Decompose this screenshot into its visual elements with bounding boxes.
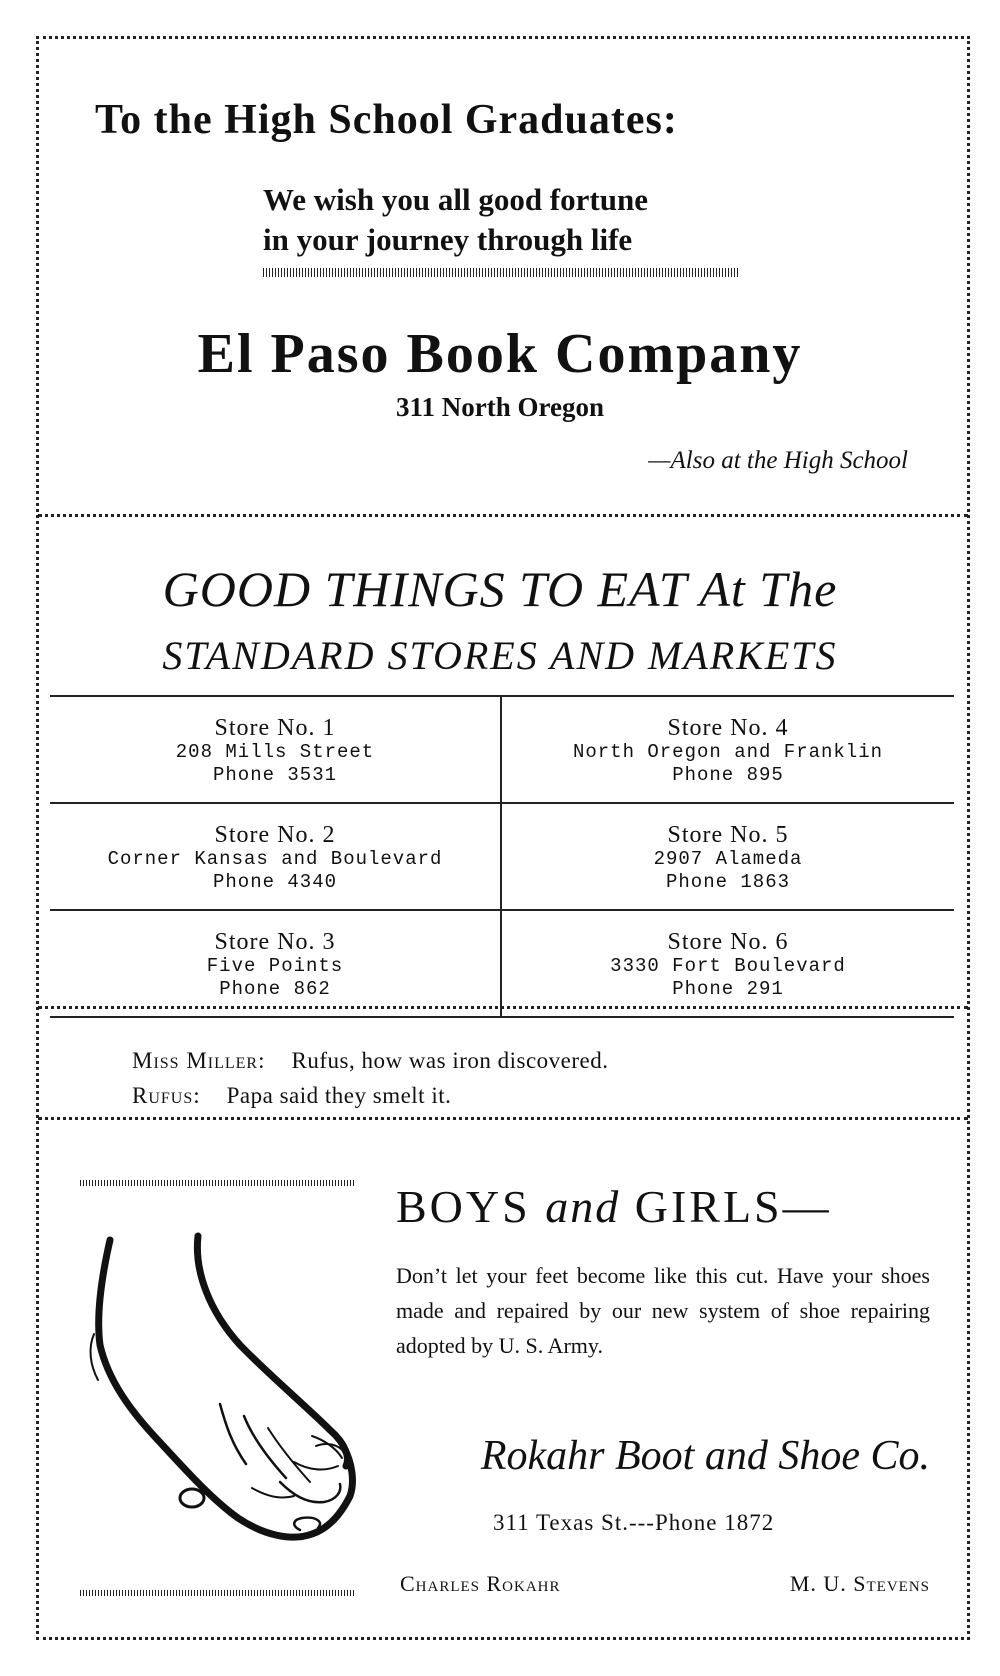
boys-and-girls-headline [396, 1180, 832, 1233]
store-cell [502, 804, 954, 909]
store-phone: Phone 1863 [665, 871, 791, 893]
proprietor-1: Charles Rokahr [400, 1571, 561, 1596]
store-table [50, 695, 954, 1018]
store-cell [50, 697, 502, 802]
foot-illustration [80, 1230, 380, 1550]
joke-text: Papa said they smelt it. [226, 1083, 452, 1108]
headline-and: and [545, 1181, 621, 1232]
also-at-high-school: —Also at the High School [648, 447, 908, 474]
shoe-company-address: 311 Texas St.---Phone 1872 [493, 1510, 775, 1535]
book-company-address: 311 North Oregon [396, 392, 604, 422]
joke-line-2 [132, 1083, 451, 1109]
store-name: Store No. 6 [667, 929, 789, 955]
wish-text [263, 180, 648, 260]
joke-speaker: Miss Miller: [132, 1048, 266, 1073]
store-address: North Oregon and Franklin [572, 741, 884, 763]
headline-girls: GIRLS— [634, 1181, 832, 1232]
store-cell [50, 911, 502, 1016]
store-row [50, 697, 954, 804]
proprietor-2: M. U. Stevens [789, 1571, 930, 1596]
store-address: 208 Mills Street [175, 741, 375, 763]
store-phone: Phone 4340 [212, 871, 338, 893]
store-address: 2907 Alameda [653, 848, 803, 870]
wish-line-1: We wish you all good fortune [263, 182, 648, 217]
hatch-rule-bottom [80, 1590, 356, 1596]
shoe-company-name: Rokahr Boot and Shoe Co. [480, 1433, 930, 1479]
hatch-rule-top [80, 1180, 356, 1186]
joke-line-1 [132, 1048, 609, 1074]
ornamental-rule [263, 268, 738, 277]
store-address: Five Points [206, 955, 344, 977]
shoe-repair-copy: Don’t let your feet become like this cut. Have your shoes made and repaired by our new system of shoe repairing adopted by U. S. Army. [396, 1263, 930, 1358]
store-address: Corner Kansas and Boulevard [107, 848, 443, 870]
book-company-name: El Paso Book Company [197, 323, 803, 385]
store-cell [50, 804, 502, 909]
joke-text: Rufus, how was iron discovered. [291, 1048, 609, 1073]
section-divider [38, 514, 968, 517]
graduates-heading: To the High School Graduates: [95, 97, 678, 143]
store-row [50, 804, 954, 911]
store-phone: Phone 895 [672, 764, 784, 786]
store-cell [502, 911, 954, 1016]
store-phone: Phone 3531 [212, 764, 338, 786]
store-name: Store No. 2 [214, 822, 336, 848]
section-divider [38, 1117, 968, 1120]
standard-stores-headline-1: GOOD THINGS TO EAT At The [162, 561, 838, 617]
standard-stores-headline-2: STANDARD STORES AND MARKETS [162, 633, 838, 678]
store-name: Store No. 5 [667, 822, 789, 848]
store-name: Store No. 4 [667, 715, 789, 741]
headline-boys: BOYS [396, 1181, 531, 1232]
wish-line-2: in your journey through life [263, 222, 633, 257]
store-address: 3330 Fort Boulevard [610, 955, 846, 977]
store-name: Store No. 1 [214, 715, 336, 741]
store-phone: Phone 862 [219, 978, 331, 1000]
store-phone: Phone 291 [672, 978, 784, 1000]
store-row [50, 911, 954, 1018]
store-name: Store No. 3 [214, 929, 336, 955]
store-cell [502, 697, 954, 802]
joke-speaker: Rufus: [132, 1083, 201, 1108]
